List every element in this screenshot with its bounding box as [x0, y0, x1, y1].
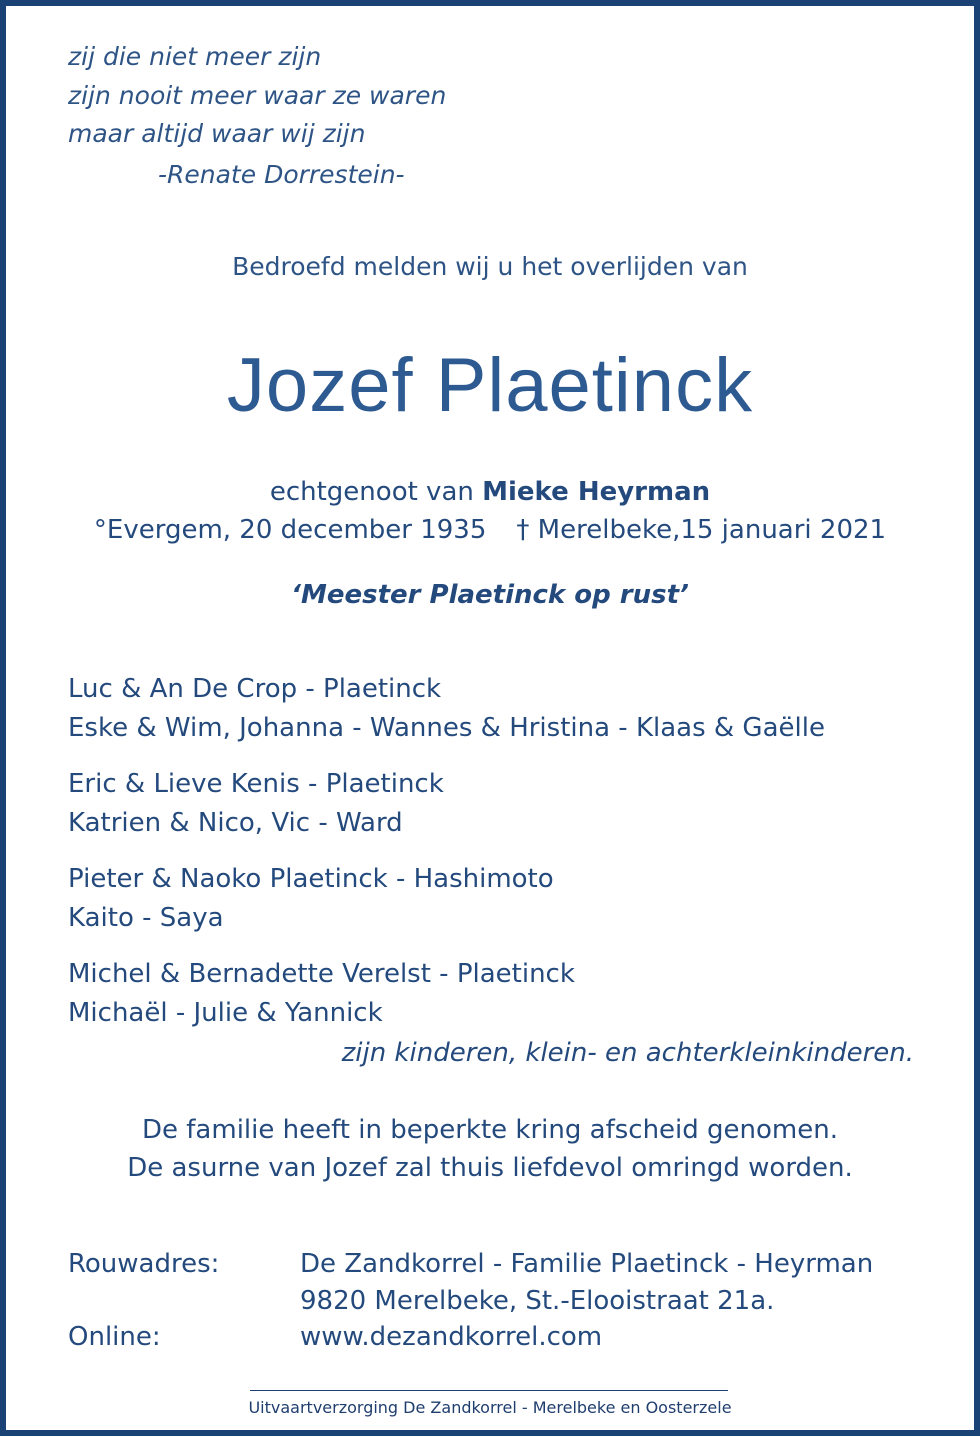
footer-divider [250, 1390, 728, 1391]
family-2-line-1: Eric & Lieve Kenis - Plaetinck [68, 769, 444, 799]
spouse-prefix: echtgenoot van [269, 477, 483, 507]
motto: ‘Meester Plaetinck op rust’ [291, 580, 689, 610]
dates-line [0, 515, 980, 545]
online-link[interactable]: www.dezandkorrel.com [300, 1322, 603, 1352]
birth-date: °Evergem, 20 december 1935 [93, 515, 487, 545]
family-4-line-2: Michaël - Julie & Yannick [68, 998, 383, 1028]
poem-line-1: zij die niet meer zijn [68, 42, 322, 71]
online-label: Online: [68, 1322, 161, 1352]
family-1-line-1: Luc & An De Crop - Plaetinck [68, 674, 442, 704]
poem-line-3: maar altijd waar wij zijn [68, 119, 366, 148]
farewell-line-1: De familie heeft in beperkte kring afscheid genomen. [142, 1115, 838, 1145]
poem-author: -Renate Dorrestein- [158, 160, 405, 189]
address-line-2: 9820 Merelbeke, St.-Elooistraat 21a. [300, 1286, 775, 1316]
spouse-name: Mieke Heyrman [482, 477, 711, 507]
farewell-line-2: De asurne van Jozef zal thuis liefdevol omringd worden. [127, 1153, 853, 1183]
family-closing: zijn kinderen, klein- en achterkleinkinderen. [341, 1038, 914, 1068]
family-4-line-1: Michel & Bernadette Verelst - Plaetinck [68, 959, 575, 989]
family-1-line-2: Eske & Wim, Johanna - Wannes & Hristina - Klaas & Gaëlle [68, 713, 825, 743]
spouse-line [0, 477, 980, 507]
family-2-line-2: Katrien & Nico, Vic - Ward [68, 808, 403, 838]
family-3-line-1: Pieter & Naoko Plaetinck - Hashimoto [68, 864, 554, 894]
address-line-1: De Zandkorrel - Familie Plaetinck - Heyrman [300, 1249, 874, 1279]
deceased-name: Jozef Plaetinck [226, 343, 754, 428]
announcement-intro: Bedroefd melden wij u het overlijden van [232, 252, 748, 281]
poem-line-2: zijn nooit meer waar ze waren [68, 81, 447, 110]
footer-text: Uitvaartverzorging De Zandkorrel - Merelbeke en Oosterzele [248, 1398, 732, 1417]
address-label: Rouwadres: [68, 1249, 220, 1279]
cross-icon: † [516, 515, 530, 545]
death-date: Merelbeke,15 januari 2021 [537, 515, 887, 545]
family-3-line-2: Kaito - Saya [68, 903, 224, 933]
